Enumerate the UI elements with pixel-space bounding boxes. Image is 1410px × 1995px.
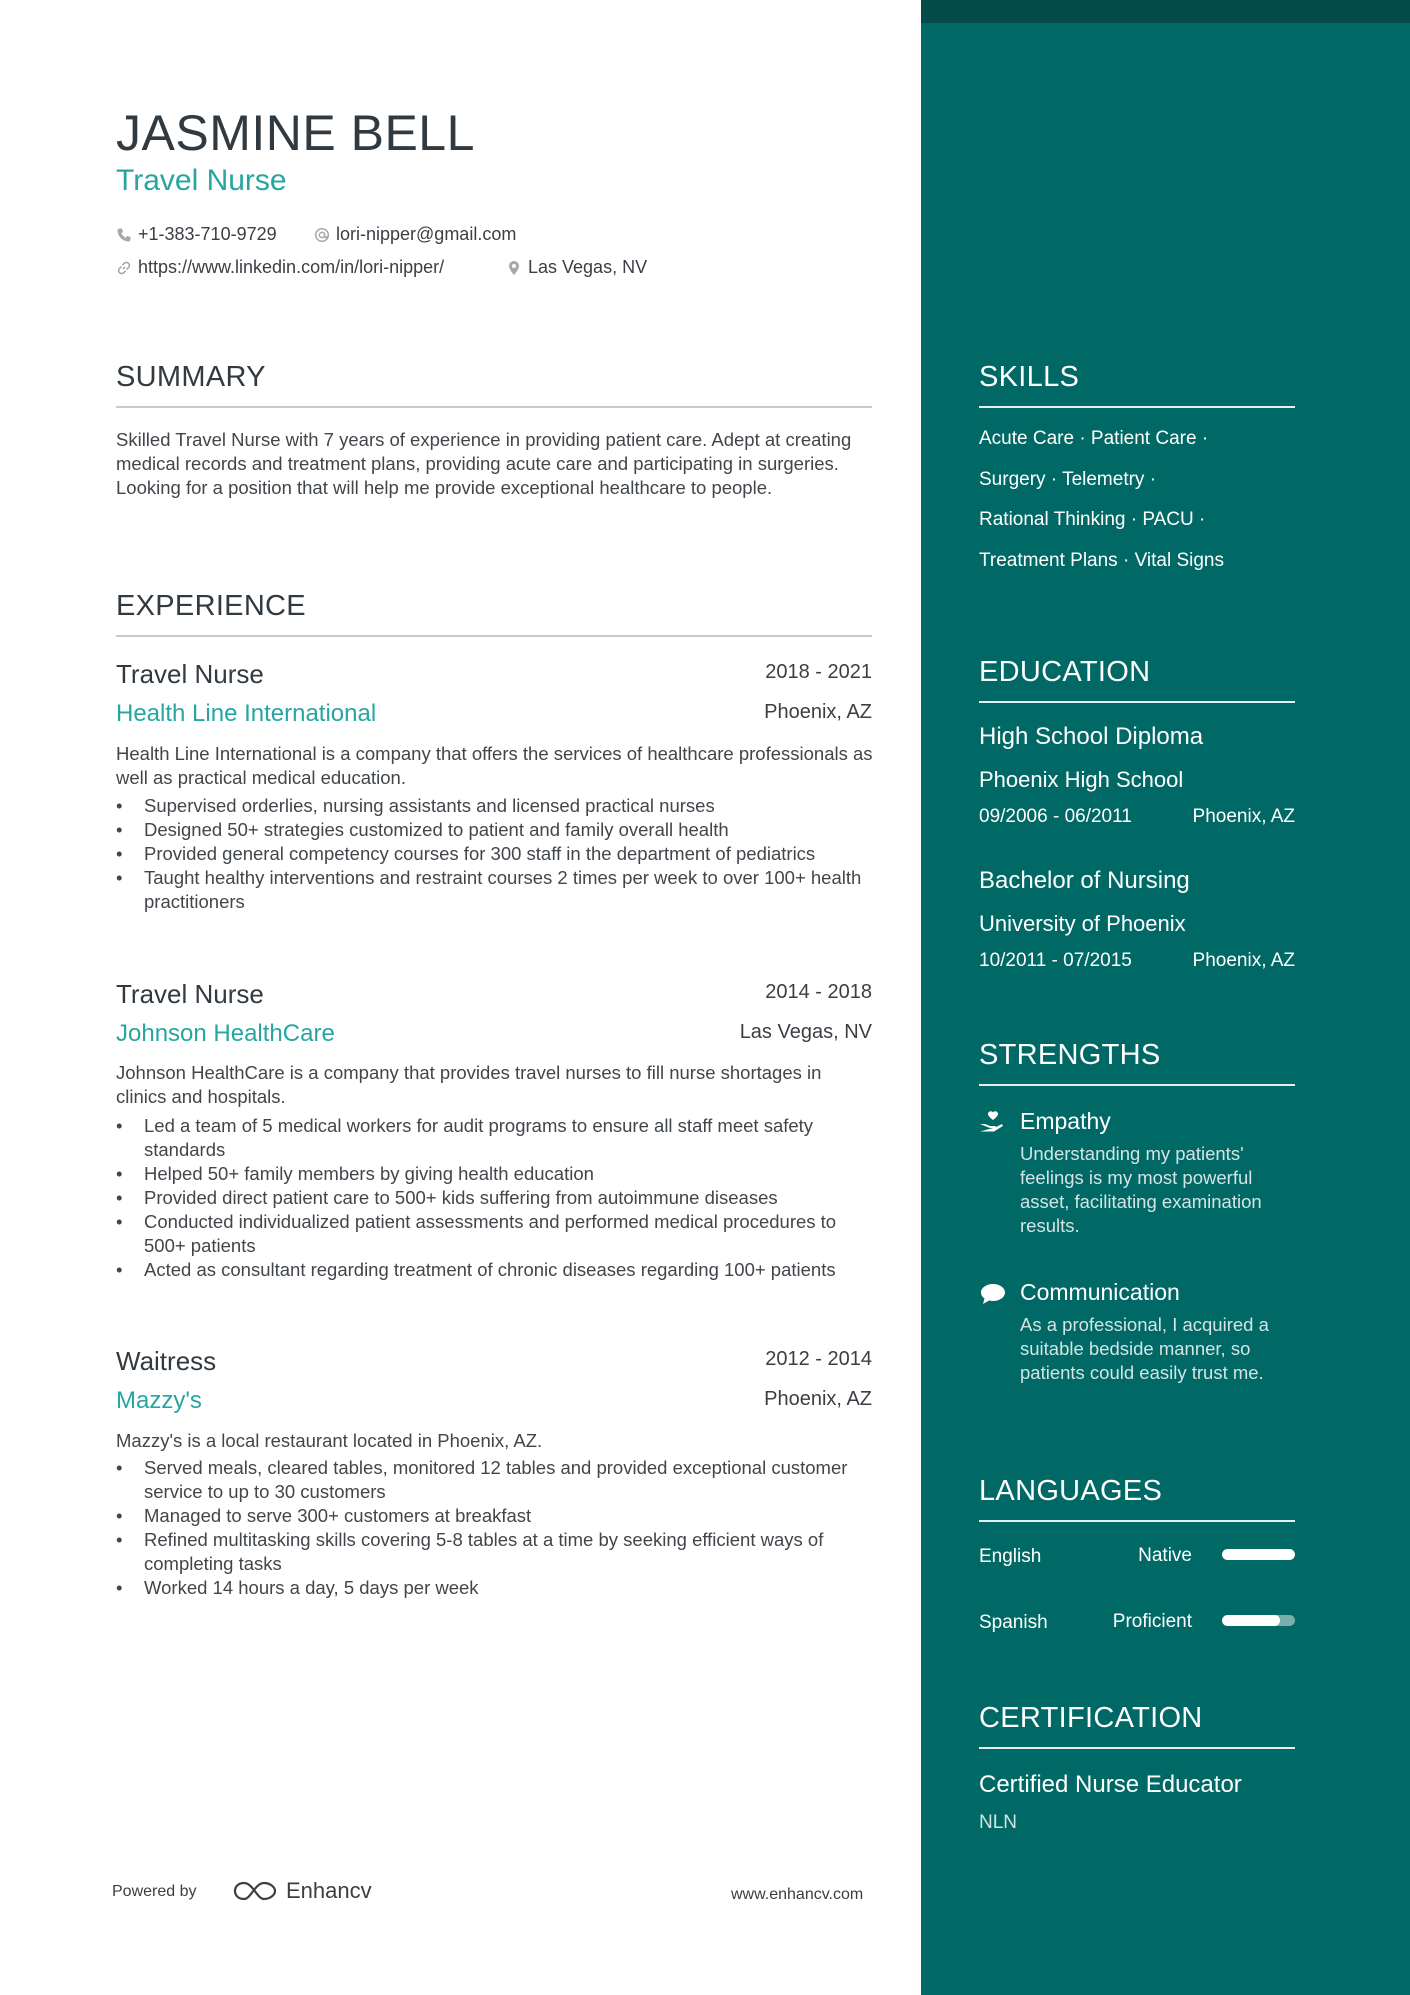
job-role: Travel Nurse [116,659,264,689]
email-text: lori-nipper@gmail.com [336,224,517,244]
sidebar [921,0,1410,1995]
list-item: • Supervised orderlies, nursing assistants and licensed practical nurses [116,794,876,818]
job-location: Las Vegas, NV [739,1021,872,1043]
job-bullets [116,794,876,914]
powered-by-label: Powered by [112,1883,197,1900]
list-item: • Worked 14 hours a day, 5 days per week [116,1576,876,1600]
list-item: • Provided direct patient care to 500+ kids suffering from autoimmune diseases [116,1186,876,1210]
education-divider [979,701,1295,703]
strength-name: Empathy [1020,1108,1111,1134]
education-degree: High School Diploma [979,723,1204,750]
candidate-title: Travel Nurse [116,164,287,197]
language-proficiency-bar [1222,1615,1295,1626]
list-item: • Taught healthy interventions and restraint courses 2 times per week to over 100+ health practitioners [116,866,876,914]
job-bullets [116,1456,876,1600]
education-school: Phoenix High School [979,767,1184,792]
location-text: Las Vegas, NV [528,257,648,277]
certification-issuer: NLN [979,1812,1018,1833]
strength-description: As a professional, I acquired a suitable bedside manner, so patients could easily trust me. [1020,1314,1269,1383]
certification-name: Certified Nurse Educator [979,1771,1242,1798]
education-degree: Bachelor of Nursing [979,867,1190,894]
language-level: Native [1138,1545,1192,1566]
job-bullets [116,1114,876,1282]
education-school: University of Phoenix [979,911,1186,936]
job-description: Johnson HealthCare is a company that provides travel nurses to fill nurse shortages in clinics and hospitals. [116,1062,822,1107]
list-item: • Helped 50+ family members by giving health education [116,1162,876,1186]
list-item: • Refined multitasking skills covering 5-8 tables at a time by seeking efficient ways of completing tasks [116,1528,876,1576]
list-item: • Designed 50+ strategies customized to patient and family overall health [116,818,876,842]
education-location: Phoenix, AZ [1192,950,1295,971]
strength-description: Understanding my patients' feelings is my most powerful asset, facilitating examination results. [1020,1143,1262,1236]
brand-name: Enhancv [286,1878,372,1903]
phone-icon [116,227,132,243]
linkedin-text: https://www.linkedin.com/in/lori-nipper/ [138,257,445,277]
phone-text: +1-383-710-9729 [138,224,277,244]
job-company: Johnson HealthCare [116,1020,335,1047]
skills-divider [979,406,1295,408]
language-proficiency-fill [1222,1615,1280,1626]
job-location: Phoenix, AZ [764,701,872,723]
education-dates: 09/2006 - 06/2011 [979,806,1132,827]
experience-divider [116,635,872,637]
contact-linkedin[interactable] [116,257,444,278]
job-description: Mazzy's is a local restaurant located in Phoenix, AZ. [116,1430,543,1451]
language-level: Proficient [1112,1611,1192,1632]
languages-heading: LANGUAGES [979,1475,1163,1507]
summary-divider [116,406,872,408]
sidebar-top-bar [921,0,1410,23]
job-dates: 2014 - 2018 [765,981,872,1003]
link-icon [116,260,132,276]
skills-heading: SKILLS [979,361,1080,393]
list-item: • Served meals, cleared tables, monitored 12 tables and provided exceptional customer service to up to 30 customers [116,1456,876,1504]
strength-name: Communication [1020,1279,1180,1305]
job-role: Waitress [116,1346,217,1376]
speech-bubble-icon [979,1282,1007,1306]
language-proficiency-fill [1222,1549,1295,1560]
job-location: Phoenix, AZ [764,1388,872,1410]
list-item: • Acted as consultant regarding treatment of chronic diseases regarding 100+ patients [116,1258,876,1282]
location-pin-icon [506,260,522,276]
summary-text: Skilled Travel Nurse with 7 years of experience in providing patient care. Adept at creating medical records and treatment plans, providing acute care and participating in surgeries. Looking for a position that will help me provide exceptional healthcare to people. [116,429,852,498]
strengths-heading: STRENGTHS [979,1039,1161,1071]
contact-phone[interactable] [116,224,277,245]
list-item: • Conducted individualized patient assessments and performed medical procedures to 500+ patients [116,1210,876,1258]
job-company: Health Line International [116,700,377,727]
job-dates: 2012 - 2014 [765,1348,872,1370]
infinity-icon [232,1879,278,1903]
candidate-name: JASMINE BELL [116,105,475,161]
education-location: Phoenix, AZ [1192,806,1295,827]
skill-line: Rational Thinking · PACU · [979,509,1206,530]
list-item: • Managed to serve 300+ customers at breakfast [116,1504,876,1528]
education-heading: EDUCATION [979,656,1151,688]
hand-heart-icon [979,1110,1007,1134]
education-dates: 10/2011 - 07/2015 [979,950,1132,971]
job-company: Mazzy's [116,1387,202,1414]
language-name: Spanish [979,1612,1048,1633]
certification-divider [979,1747,1295,1749]
job-role: Travel Nurse [116,979,264,1009]
certification-heading: CERTIFICATION [979,1702,1203,1734]
language-proficiency-bar [1222,1549,1295,1560]
list-item: • Provided general competency courses for 300 staff in the department of pediatrics [116,842,876,866]
job-dates: 2018 - 2021 [765,661,872,683]
experience-heading: EXPERIENCE [116,590,306,622]
job-description: Health Line International is a company that offers the services of healthcare professionals as well as practical medical education. [116,743,873,788]
contact-email[interactable] [314,224,516,245]
strengths-divider [979,1084,1295,1086]
enhancv-logo[interactable] [232,1878,372,1904]
skill-line: Surgery · Telemetry · [979,469,1157,490]
list-item: • Led a team of 5 medical workers for audit programs to ensure all staff meet safety standards [116,1114,876,1162]
footer-url[interactable]: www.enhancv.com [731,1886,864,1903]
summary-heading: SUMMARY [116,361,266,393]
skill-line: Acute Care · Patient Care · [979,428,1209,449]
languages-divider [979,1520,1295,1522]
contact-location [506,257,647,278]
at-sign-icon [314,227,330,243]
language-name: English [979,1546,1042,1567]
skill-line: Treatment Plans · Vital Signs [979,550,1224,571]
